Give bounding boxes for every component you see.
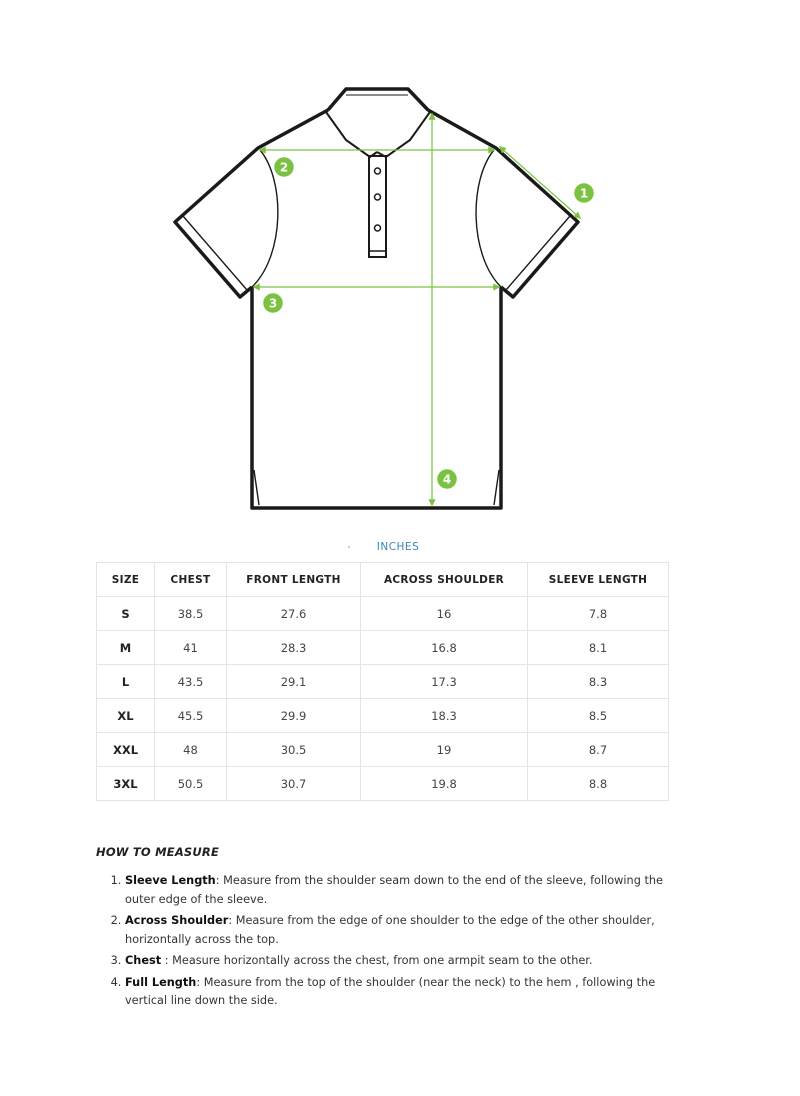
instruction-term: Sleeve Length [125,874,216,887]
instruction-across-shoulder [125,912,685,949]
chest-cell: 43.5 [155,665,227,699]
table-row [97,733,669,767]
chest-cell: 50.5 [155,767,227,801]
table-row [97,665,669,699]
placket-button-3 [375,225,381,231]
header-size: SIZE [97,563,155,597]
size-cell: M [97,631,155,665]
chest-cell: 45.5 [155,699,227,733]
header-chest: CHEST [155,563,227,597]
marker-1 [574,183,595,204]
chest-cell: 48 [155,733,227,767]
measure-instructions-list [96,872,685,1014]
table-header-row [97,563,669,597]
front-length-cell: 29.1 [227,665,361,699]
button-placket [369,156,386,257]
front-length-cell: 27.6 [227,597,361,631]
right-armhole-seam [476,150,501,287]
instruction-separator: : [161,954,173,967]
chest-cell: 38.5 [155,597,227,631]
right-sleeve-outline [428,110,578,297]
placket-button-2 [375,194,381,200]
sleeve-length-cell: 8.5 [528,699,669,733]
instruction-full-length [125,974,685,1011]
sleeve-length-cell: 8.3 [528,665,669,699]
placket-button-1 [375,168,381,174]
table-row [97,631,669,665]
table-row [97,699,669,733]
marker-1-number: 1 [579,186,589,201]
marker-4 [437,469,458,490]
marker-3 [263,293,284,314]
collar-left [326,89,377,157]
across-shoulder-cell: 17.3 [361,665,528,699]
across-shoulder-cell: 19 [361,733,528,767]
instruction-separator: : [228,914,236,927]
marker-2-number: 2 [279,160,289,175]
sleeve-length-cell: 8.7 [528,733,669,767]
front-length-cell: 30.5 [227,733,361,767]
front-length-cell: 29.9 [227,699,361,733]
sleeve-length-cell: 8.1 [528,631,669,665]
front-length-cell: 28.3 [227,631,361,665]
header-sleeve-length: SLEEVE LENGTH [528,563,669,597]
left-sleeve-cuff [183,216,247,290]
instruction-term: Across Shoulder [125,914,229,927]
size-cell: 3XL [97,767,155,801]
units-label: INCHES [376,541,420,553]
sleeve-length-line [500,147,580,218]
chest-cell: 41 [155,631,227,665]
instruction-text: Measure from the top of the shoulder (near the neck) to the hem , following the vertical line down the side. [125,975,656,1007]
instruction-text: Measure from the shoulder seam down to the end of the sleeve, following the outer edge of the sleeve. [125,874,663,906]
size-cell: S [97,597,155,631]
table-row [97,597,669,631]
table-row [97,767,669,801]
sleeve-length-cell: 8.8 [528,767,669,801]
instruction-sleeve-length [125,872,685,909]
instruction-term: Chest [125,954,162,967]
size-cell: XL [97,699,155,733]
sleeve-length-cell: 7.8 [528,597,669,631]
instruction-term: Full Length [125,975,197,989]
polo-shirt-diagram [0,0,800,530]
size-cell: L [97,665,155,699]
how-to-measure-heading: HOW TO MEASURE [96,845,220,859]
marker-3-number: 3 [268,296,278,311]
across-shoulder-cell: 19.8 [361,767,528,801]
marker-2 [274,157,295,178]
right-side-slit [494,470,499,505]
instruction-separator: : [196,975,204,989]
header-front-length: FRONT LENGTH [227,563,361,597]
marker-4-number: 4 [442,472,452,487]
instruction-separator: : [215,874,224,887]
size-cell: XXL [97,733,155,767]
across-shoulder-cell: 16 [361,597,528,631]
instruction-text: Measure from the edge of one shoulder to the edge of the other shoulder, horizontally across the top. [125,914,655,946]
right-sleeve-cuff [506,216,570,290]
collar-right [377,89,430,157]
instruction-chest [125,952,685,971]
size-chart-table [96,562,669,801]
across-shoulder-cell: 18.3 [361,699,528,733]
left-side-slit [254,470,259,505]
shirt-body-outline [252,287,501,508]
header-across-shoulder: ACROSS SHOULDER [361,563,528,597]
left-sleeve-outline [175,110,328,297]
front-length-cell: 30.7 [227,767,361,801]
across-shoulder-cell: 16.8 [361,631,528,665]
instruction-text: Measure horizontally across the chest, from one armpit seam to the other. [172,954,593,967]
